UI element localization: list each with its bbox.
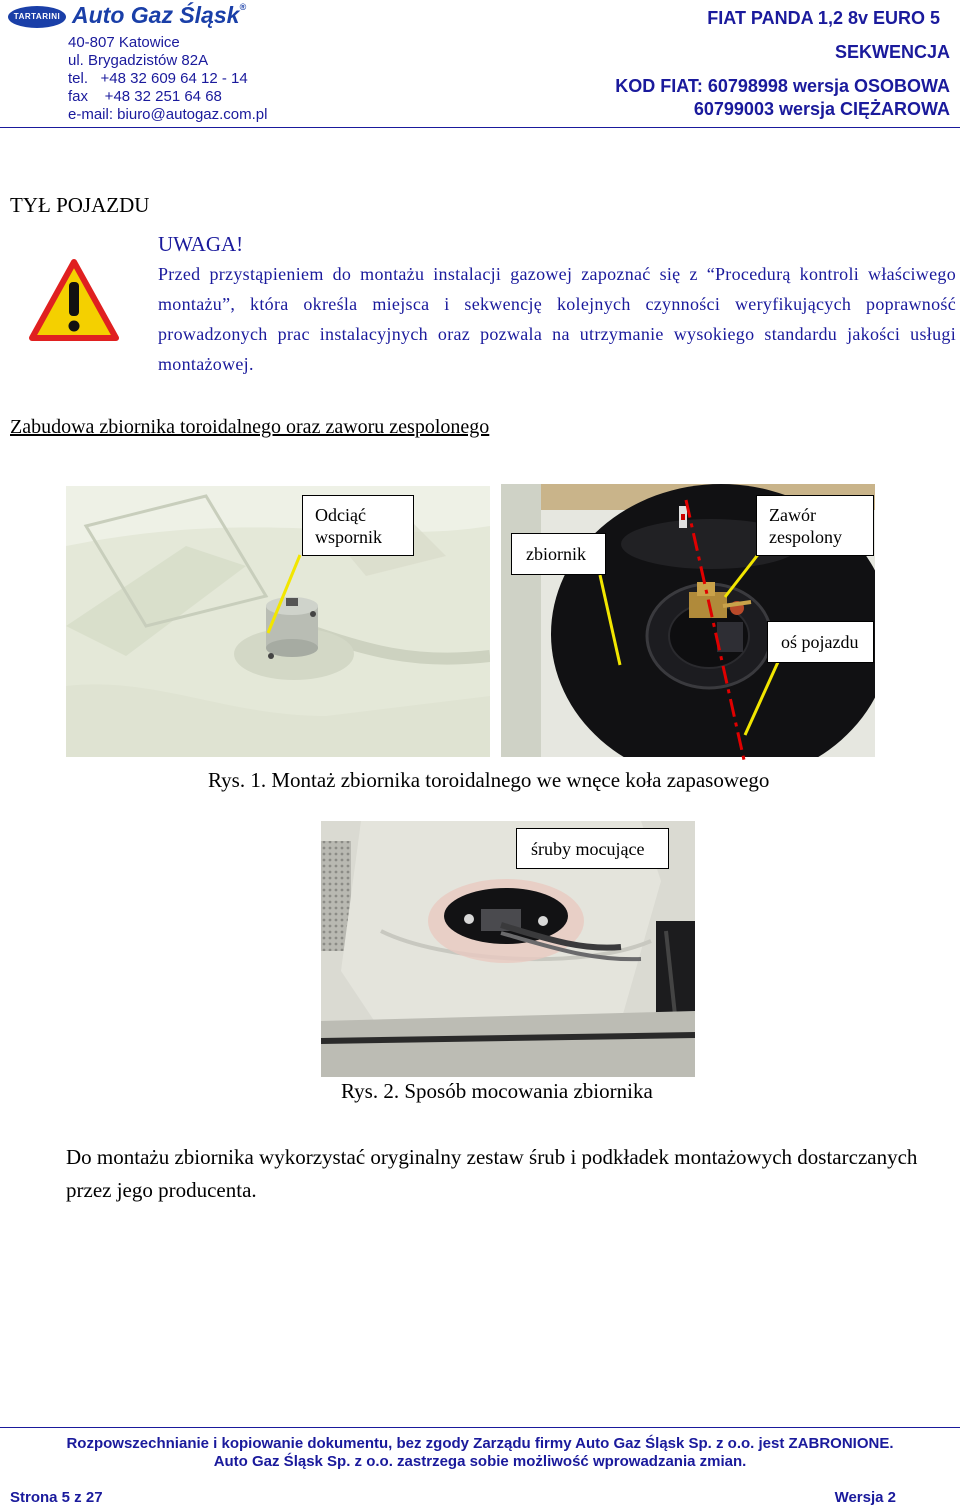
page-number: Strona 5 z 27 — [10, 1489, 103, 1506]
warning-icon — [28, 258, 120, 342]
footer-copyright: Rozpowszechnianie i kopiowanie dokumentu, bez zgody Zarządu firmy Auto Gaz Śląsk Sp. z o.o. jest ZABRONIONE. — [66, 1435, 894, 1452]
procedure-link: Procedurą kontroli właściwego montażu — [158, 264, 956, 314]
figure2-caption: Rys. 2. Sposób mocowania zbiornika — [341, 1079, 653, 1103]
logo-wordmark: Auto Gaz Śląsk® — [72, 2, 247, 28]
footer-disclaimer: Auto Gaz Śląsk Sp. z o.o. zastrzega sobie możliwość wprowadzania zmian. — [213, 1453, 747, 1470]
callout-mounting-bolts: śruby mocujące — [516, 828, 669, 869]
warning-label: UWAGA! — [158, 232, 244, 256]
address-phone: tel. +48 32 609 64 12 - 14 — [68, 70, 248, 87]
warning-text — [158, 259, 956, 379]
closing-paragraph: Do montażu zbiornika wykorzystać oryginalny zestaw śrub i podkładek montażowych dostarczanych przez jego producenta. — [66, 1145, 918, 1202]
warning-text-start: Przed przystąpieniem do montażu instalacji gazowej zapoznać się z “ — [158, 264, 715, 284]
warning-text-end: ”, która określa miejsca i sekwencję kolejnych czynności weryfikujących poprawność prowadzonych prac instalacyjnych oraz pozwala na utrzymanie wysokiego standardu jakości usługi montażowej. — [158, 294, 956, 374]
callout-cut-bracket: Odciąć wspornik — [302, 495, 414, 556]
installation-subheading: Zabudowa zbiornika toroidalnego oraz zaworu zespolonego — [10, 416, 490, 438]
document-title: FIAT PANDA 1,2 8v EURO 5 — [707, 8, 940, 28]
company-logo — [8, 2, 298, 32]
footer-divider — [0, 1427, 960, 1428]
section-title: TYŁ POJAZDU — [10, 193, 150, 217]
photo-spare-wheel-well — [66, 486, 490, 757]
address-street: ul. Brygadzistów 82A — [68, 52, 209, 69]
callout-vehicle-axis: oś pojazdu — [767, 621, 874, 663]
header-divider — [0, 127, 960, 128]
address-city: 40-807 Katowice — [68, 34, 180, 51]
address-fax: fax +48 32 251 64 68 — [68, 88, 222, 105]
callout-multivalve: Zawór zespolony — [756, 495, 874, 556]
logo-badge: TARTARINI — [8, 6, 66, 28]
document-subtitle: SEKWENCJA — [834, 42, 950, 62]
document-version: Wersja 2 — [834, 1489, 896, 1506]
fiat-code-line-1: KOD FIAT: 60798998 wersja OSOBOWA — [615, 76, 950, 96]
figure1-caption: Rys. 1. Montaż zbiornika toroidalnego we wnęce koła zapasowego — [208, 768, 770, 792]
callout-tank: zbiornik — [511, 533, 606, 575]
fiat-code-line-2: 60799003 wersja CIĘŻAROWA — [693, 99, 950, 119]
address-email: e-mail: biuro@autogaz.com.pl — [68, 106, 268, 123]
